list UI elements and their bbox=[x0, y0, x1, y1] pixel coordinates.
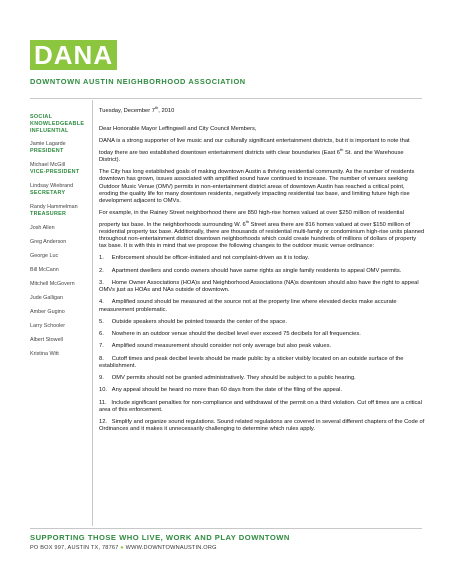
board-member bbox=[30, 323, 90, 330]
board-member bbox=[30, 225, 90, 232]
proposal-list bbox=[99, 255, 425, 433]
proposal-item: 2. Apartment dwellers and condo owners should have same rights as single family residents to appeal OMV permits. bbox=[99, 267, 402, 274]
board-member-name: Bill McCann bbox=[30, 267, 59, 273]
proposal-item: 5. Outside speakers should be pointed towards the center of the space. bbox=[99, 318, 287, 325]
board-member-name: Jude Galligan bbox=[30, 295, 63, 301]
footer-contact bbox=[30, 545, 217, 551]
board-member-name: Greg Anderson bbox=[30, 239, 67, 245]
board-member bbox=[30, 253, 90, 260]
board-member-name: Albert Stowell bbox=[30, 337, 63, 343]
board-member-name: Josh Allen bbox=[30, 225, 55, 231]
board-member bbox=[30, 337, 90, 344]
logo-text: DANA bbox=[34, 40, 114, 70]
proposal-item: 10. Any appeal should be heard no more than 60 days from the date of the filing of the appeal. bbox=[99, 387, 342, 394]
letter-body bbox=[99, 104, 425, 439]
board-member bbox=[30, 183, 90, 197]
board-member-name: George Luc bbox=[30, 253, 59, 259]
board-member-name: Kristina Witt bbox=[30, 351, 59, 357]
proposal-item: 3. Home Owner Associations (HOA)s and Neighborhood Associations (NA)s downtown should also have the right to appeal OMVs just as HOAs and NAs outside of downtown. bbox=[99, 279, 419, 294]
proposal-item: 4. Amplified sound should be measured at the source not at the property line where elevated decks make accurate measurement problematic. bbox=[99, 299, 397, 313]
board-member bbox=[30, 309, 90, 316]
board-member-role: SECRETARY bbox=[30, 190, 66, 196]
footer-address: PO BOX 997, AUSTIN TX, 78767 bbox=[30, 545, 119, 551]
board-member-name: Larry Schooler bbox=[30, 323, 66, 329]
footer-tagline: SUPPORTING THOSE WHO LIVE, WORK AND PLAY DOWNTOWN bbox=[30, 533, 290, 542]
board-member bbox=[30, 295, 90, 302]
board-member bbox=[30, 281, 90, 288]
board-member-name: Michael McGill bbox=[30, 162, 66, 168]
organization-name: DOWNTOWN AUSTIN NEIGHBORHOOD ASSOCIATION bbox=[30, 77, 246, 86]
board-member-name: Lindsay Wiebrand bbox=[30, 183, 74, 189]
header-divider bbox=[30, 98, 422, 99]
footer-separator: ● bbox=[120, 545, 124, 551]
board-sidebar bbox=[30, 114, 90, 365]
paragraph-intro: DANA is a strong supporter of live music and our culturally significant entertainment districts, but it is important to note that today there are two established downtown entertainment districts with clear boundaries (East 6th St. and the Warehouse District). bbox=[99, 138, 410, 163]
footer-divider bbox=[30, 528, 422, 529]
footer-website[interactable]: WWW.DOWNTOWNAUSTIN.ORG bbox=[125, 545, 217, 551]
board-member-name: Randy Hammelman bbox=[30, 204, 78, 210]
board-member-role: VICE-PRESIDENT bbox=[30, 169, 80, 175]
dana-logo bbox=[30, 40, 117, 70]
paragraph-example: For example, in the Rainey Street neighborhood there are 850 high-rise homes valued at over $250 million of residential property tax base. In the neighborhoods surrounding W. 6th Street area there are 816 homes valued at over $150 million of residential property tax base. Additionally, there are thousands of residential multi-family or condominium high-rise units planned throughout non-entertainment district downtown neighborhoods which could create hundreds of millions of dollars of property tax base. It is with this in mind that we propose the following changes to the outdoor music venue ordinance: bbox=[99, 210, 425, 250]
board-member-list bbox=[30, 141, 90, 358]
board-member-name: Mitchell McGovern bbox=[30, 281, 75, 287]
sidebar-divider bbox=[92, 100, 93, 526]
proposal-item: 6. Nowhere in an outdoor venue should the decibel level ever exceed 75 decibels for all frequencies. bbox=[99, 331, 361, 338]
salutation: Dear Honorable Mayor Leffingwell and City Council Members, bbox=[99, 126, 257, 133]
board-member bbox=[30, 351, 90, 358]
board-member-name: Jamie Lagarde bbox=[30, 141, 66, 147]
board-member bbox=[30, 141, 90, 155]
proposal-item: 8. Cutoff times and peak decibel levels should be made public by a sticker visibly located on an outside surface of the establishment. bbox=[99, 355, 404, 369]
board-member-role: PRESIDENT bbox=[30, 148, 64, 154]
board-member-role: TREASURER bbox=[30, 211, 67, 217]
board-member bbox=[30, 267, 90, 274]
proposal-item: 9. OMV permits should not be granted administratively. They should be subject to a public hearing. bbox=[99, 375, 356, 382]
board-member bbox=[30, 239, 90, 246]
proposal-item: 7. Amplified sound measurement should consider not only average but also peak values. bbox=[99, 343, 332, 350]
proposal-item: 1. Enforcement should be officer-initiated and not complaint-driven as it is today. bbox=[99, 255, 310, 262]
board-member bbox=[30, 162, 90, 176]
letter-date: Tuesday, December 7th, 2010 bbox=[99, 105, 175, 114]
board-member bbox=[30, 204, 90, 218]
board-member-name: Amber Gugino bbox=[30, 309, 65, 315]
sidebar-tagline: SOCIAL KNOWLEDGEABLE INFLUENTIAL bbox=[30, 114, 85, 134]
paragraph-goals: The City has long established goals of making downtown Austin a thriving residential community. As the number of residents downtown has grown, issues associated with amplified sound have continued to increase. The number of venues seeking Outdoor Music Venue (OMV) permits in non-entertainment district areas of downtown Austin has reached a critical point, eroding the quality life for many downtown residents, negatively impacting residential tax base, and limiting future high rise development adjacent to OMVs. bbox=[99, 169, 415, 205]
proposal-item: 11. Include significant penalties for non-compliance and withdrawal of the permit on a third violation. Cut off times are a critical area of this enforcement. bbox=[99, 399, 422, 413]
proposal-item: 12. Simplify and organize sound regulations. Sound related regulations are covered in several different chapters of the Code of Ordinances and it makes it unnecessarily challenging to determine which rules apply. bbox=[99, 419, 425, 433]
